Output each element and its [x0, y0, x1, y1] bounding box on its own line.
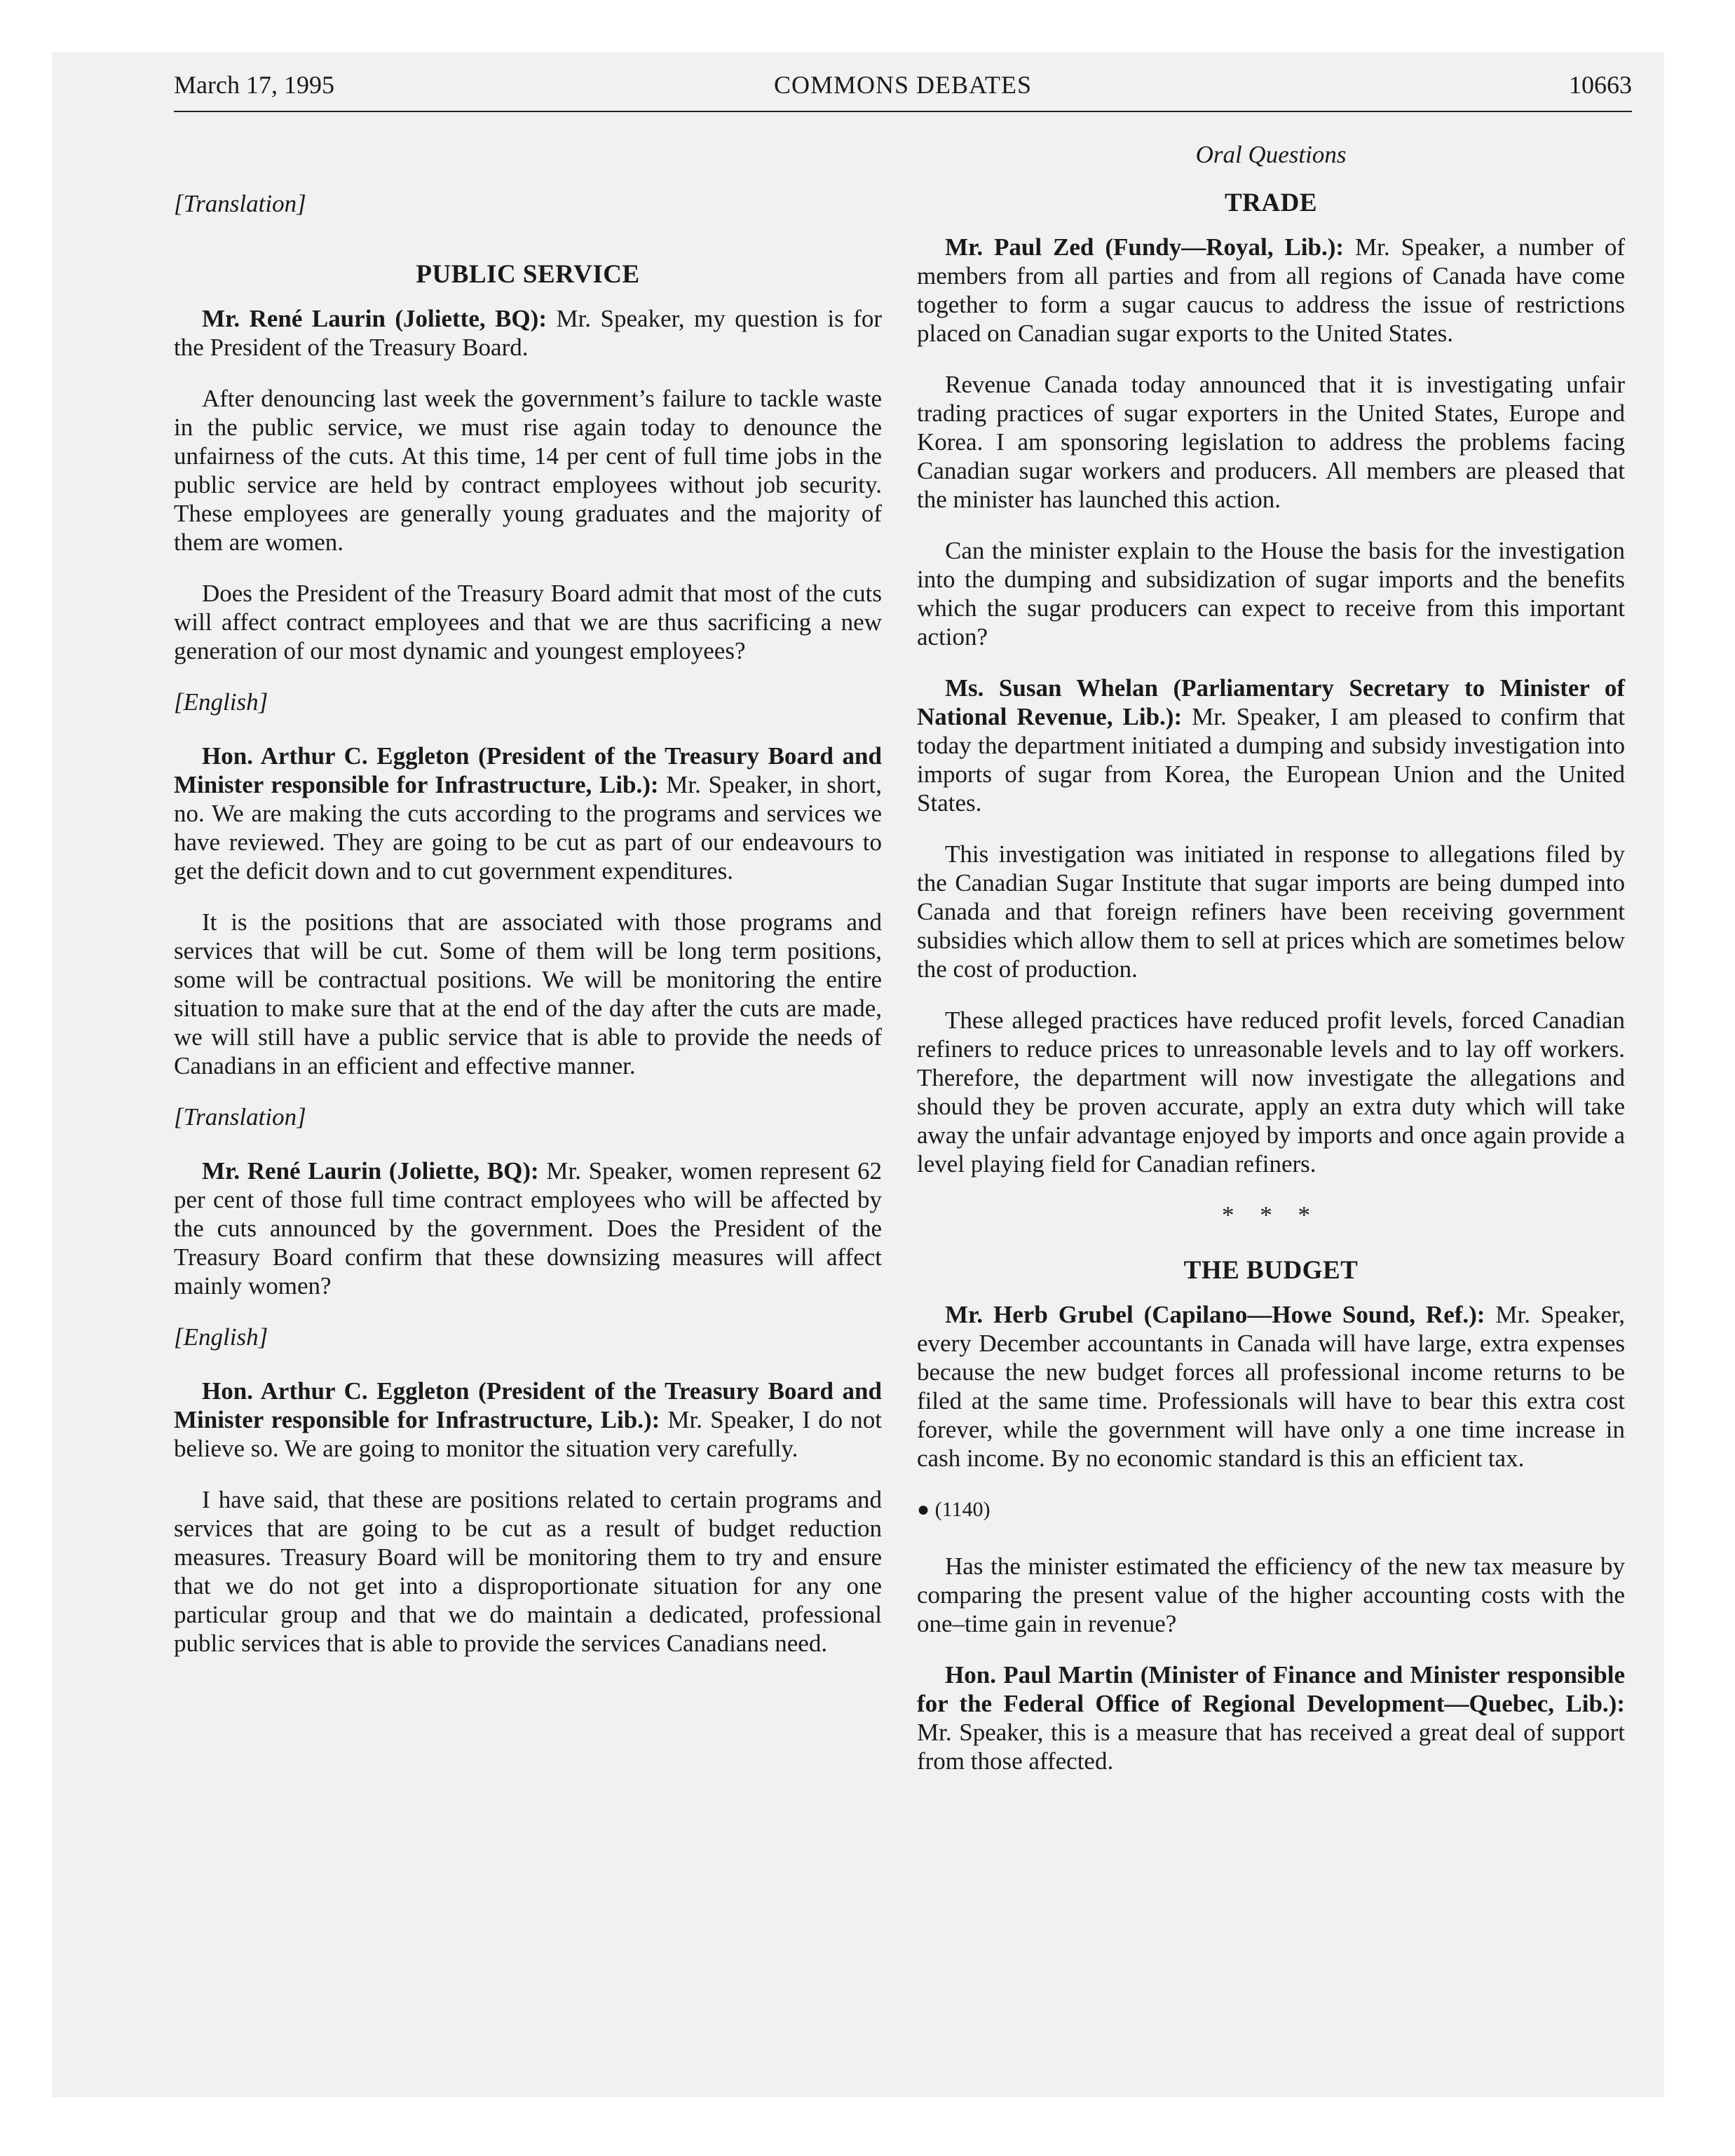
paragraph: After denouncing last week the government’s failure to tackle waste in the public service, we must rise again today to denounce the unfairness of the cuts. At this time, 14 per cent of full time jobs in the public service are held by contract employees without job security. These employees are generally young graduates and the majority of them are women.	[174, 385, 882, 556]
heading-public-service: PUBLIC SERVICE	[416, 260, 640, 289]
paragraph: Does the President of the Treasury Board admit that most of the cuts will affect contract employees and that we are thus sacrificing a new generation of our most dynamic and youngest employees?	[174, 580, 882, 664]
paragraph: Mr. René Laurin (Joliette, BQ): Mr. Speaker, my question is for the President of the Treasury Board.	[174, 305, 882, 361]
english-tag: [English]	[174, 1323, 268, 1351]
speaker-name: Ms. Susan Whelan (Parliamentary Secretary to Minister of National Revenue, Lib.):	[917, 674, 1625, 730]
section-title: Oral Questions	[1195, 141, 1347, 168]
page-number: 10663	[1569, 71, 1632, 99]
time-marker: ● (1140)	[917, 1498, 991, 1521]
heading-trade: TRADE	[1224, 189, 1318, 217]
paragraph: Can the minister explain to the House the basis for the investigation into the dumping and subsidization of sugar imports and the benefits which the sugar producers can expect to receive from this important action?	[917, 537, 1625, 650]
paragraph: Mr. Herb Grubel (Capilano—Howe Sound, Ref.): Mr. Speaker, every December accountants in Canada will have large, extra expenses because the new budget forces all professional income returns to be filed at the same time. Professionals will have to bear this extra cost forever, while the government will have only a one time increase in cash income. By no economic standard is this an efficient tax.	[917, 1301, 1626, 1472]
paragraph: This investigation was initiated in response to allegations filed by the Canadian Sugar Institute that sugar imports are being dumped into Canada and that foreign refiners have been receiving government subsidies which allow them to sell at prices which are sometimes below the cost of production.	[917, 840, 1625, 983]
heading-the-budget: THE BUDGET	[1183, 1256, 1359, 1285]
left-column	[174, 140, 882, 1680]
paragraph: Revenue Canada today announced that it is investigating unfair trading practices of sugar exporters in the United States, Europe and Korea. I am sponsoring legislation to address the problems facing Canadian sugar workers and producers. All members are pleased that the minister has launched this action.	[917, 371, 1625, 513]
speaker-name: Mr. René Laurin (Joliette, BQ):	[202, 305, 547, 332]
header-rule	[174, 111, 1632, 112]
paragraph: Hon. Paul Martin (Minister of Finance and Minister responsible for the Federal Office of Regional Development—Quebec, Lib.): Mr. Speaker, this is a measure that has received a great deal of support from those affected.	[917, 1661, 1625, 1775]
paragraph: Mr. René Laurin (Joliette, BQ): Mr. Speaker, women represent 62 per cent of those full time contract employees who will be affected by the cuts announced by the government. Does the President of the Treasury Board confirm that these downsizing measures will affect mainly women?	[174, 1157, 882, 1299]
right-column	[917, 140, 1625, 1798]
paragraph: Hon. Arthur C. Eggleton (President of the Treasury Board and Minister responsible for Infrastructure, Lib.): Mr. Speaker, I do not believe so. We are going to monitor the situation very carefully.	[174, 1377, 882, 1462]
paragraph: These alleged practices have reduced profit levels, forced Canadian refiners to reduce prices to unreasonable levels and to lay off workers. Therefore, the department will now investigate the allegations and should they be proven accurate, apply an extra duty which will take away the unfair advantage enjoyed by imports and once again provide a level playing field for Canadian refiners.	[917, 1007, 1625, 1178]
paragraph: Hon. Arthur C. Eggleton (President of the Treasury Board and Minister responsible for Infrastructure, Lib.): Mr. Speaker, in short, no. We are making the cuts according to the programs and services we have reviewed. They are going to be cut as part of our endeavours to get the deficit down and to cut government expenditures.	[174, 742, 882, 885]
paragraph: It is the positions that are associated with those programs and services that will be cut. Some of them will be long term positions, some will be contractual positions. We will be monitoring the entire situation to make sure that at the end of the day after the cuts are made, we will still have a public service that is able to provide the needs of Canadians in an efficient and effective manner.	[174, 908, 882, 1079]
page-header	[174, 69, 1632, 111]
speaker-name: Hon. Paul Martin (Minister of Finance and Minister responsible for the Federal Office of Regional Development—Quebec, Lib.):	[917, 1661, 1625, 1717]
header-date: March 17, 1995	[174, 71, 334, 99]
speaker-name: Hon. Arthur C. Eggleton (President of the Treasury Board and Minister responsible for Infrastructure, Lib.):	[174, 742, 882, 798]
paragraph: Ms. Susan Whelan (Parliamentary Secretary to Minister of National Revenue, Lib.): Mr. Speaker, I am pleased to confirm that today the department initiated a dumping and subsidy investigation into imports of sugar from Korea, the European Union and the United States.	[917, 674, 1625, 817]
section-separator: * * *	[1222, 1201, 1320, 1229]
speaker-name: Hon. Arthur C. Eggleton (President of the Treasury Board and Minister responsible for Infrastructure, Lib.):	[174, 1377, 882, 1433]
paragraph: I have said, that these are positions related to certain programs and services that are going to be cut as a result of budget reduction measures. Treasury Board will be monitoring them to try and ensure that we do not get into a disproportionate situation for any one particular group and that we do maintain a dedicated, professional public services that is able to provide the services Canadians need.	[174, 1486, 882, 1657]
paragraph: Mr. Paul Zed (Fundy—Royal, Lib.): Mr. Speaker, a number of members from all parties and from all regions of Canada have come together to form a sugar caucus to address the issue of restrictions placed on Canadian sugar exports to the United States.	[917, 233, 1625, 347]
paragraph: Has the minister estimated the efficiency of the new tax measure by comparing the present value of the higher accounting costs with the one–time gain in revenue?	[917, 1553, 1625, 1637]
translation-tag: [Translation]	[174, 1103, 306, 1131]
speaker-name: Mr. René Laurin (Joliette, BQ):	[202, 1157, 539, 1185]
header-title: COMMONS DEBATES	[773, 71, 1033, 99]
speaker-name: Mr. Paul Zed (Fundy—Royal, Lib.):	[945, 233, 1345, 261]
speaker-name: Mr. Herb Grubel (Capilano—Howe Sound, Ref.):	[945, 1301, 1485, 1328]
english-tag: [English]	[174, 688, 268, 716]
translation-tag: [Translation]	[174, 190, 306, 217]
